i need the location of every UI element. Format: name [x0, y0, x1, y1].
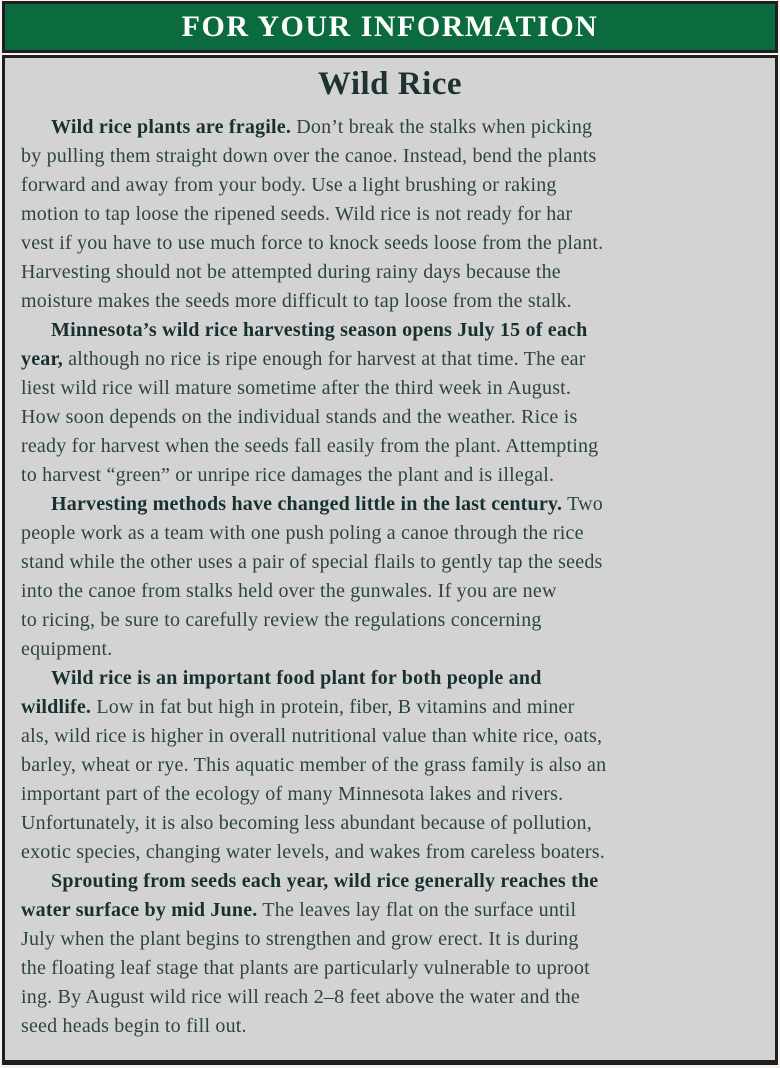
paragraph-lead: Wild rice plants are fragile. [51, 116, 292, 138]
text-line [21, 780, 759, 809]
paragraph-text: vest if you have to use much force to knock seeds loose from the plant. [21, 232, 604, 254]
panel-title: Wild Rice [317, 66, 463, 102]
text-line [21, 171, 759, 200]
wild-rice-panel [2, 55, 778, 1065]
text-line [21, 403, 759, 432]
paragraph-list [21, 113, 759, 1041]
paragraph-text: ready for harvest when the seeds fall easily from the plant. Attempting [21, 435, 599, 457]
paragraph-text: into the canoe from stalks held over the gunwales. If you are new [21, 580, 557, 602]
text-line [21, 461, 759, 490]
text-line [21, 432, 759, 461]
paragraph-text: Two [562, 493, 603, 515]
paragraph-lead: Sprouting from seeds each year, wild rice generally reaches the [51, 870, 599, 892]
paragraph-text: liest wild rice will mature sometime after the third week in August. [21, 377, 572, 399]
text-line [21, 809, 759, 838]
text-line [21, 867, 759, 896]
paragraph-text: July when the plant begins to strengthen and grow erect. It is during [21, 928, 579, 950]
text-line [21, 345, 759, 374]
text-line [21, 896, 759, 925]
text-line [21, 954, 759, 983]
text-line [21, 519, 759, 548]
info-banner [2, 1, 778, 53]
paragraph-text: als, wild rice is higher in overall nutritional value than white rice, oats, [21, 725, 603, 747]
text-line [21, 693, 759, 722]
paragraph-text: ing. By August wild rice will reach 2–8 feet above the water and the [21, 986, 580, 1008]
paragraph-text: barley, wheat or rye. This aquatic member of the grass family is also an [21, 754, 607, 776]
text-line [21, 925, 759, 954]
text-line [21, 722, 759, 751]
paragraph-text: seed heads begin to fill out. [21, 1015, 247, 1037]
text-line [21, 316, 759, 345]
paragraph-lead: Minnesota’s wild rice harvesting season opens July 15 of each [51, 319, 588, 341]
paragraph [21, 316, 759, 490]
paragraph-text: The leaves lay flat on the surface until [257, 899, 577, 921]
banner-title: FOR YOUR INFORMATION [181, 10, 599, 43]
paragraph-text: to harvest “green” or unripe rice damages the plant and is illegal. [21, 464, 555, 486]
paragraph-text: How soon depends on the individual stands and the weather. Rice is [21, 406, 578, 428]
paragraph-text: people work as a team with one push poling a canoe through the rice [21, 522, 584, 544]
paragraph-text: Unfortunately, it is also becoming less abundant because of pollution, [21, 812, 592, 834]
text-line [21, 983, 759, 1012]
paragraph-lead: year, [21, 348, 63, 370]
paragraph-text: by pulling them straight down over the canoe. Instead, bend the plants [21, 145, 597, 167]
paragraph-text: although no rice is ripe enough for harvest at that time. The ear [62, 348, 586, 370]
text-line [21, 287, 759, 316]
text-line [21, 229, 759, 258]
text-line [21, 200, 759, 229]
paragraph [21, 113, 759, 316]
text-line [21, 142, 759, 171]
paragraph-lead: Harvesting methods have changed little in the last century. [51, 493, 563, 515]
text-line [21, 838, 759, 867]
text-line [21, 606, 759, 635]
text-line [21, 258, 759, 287]
text-line [21, 374, 759, 403]
text-line [21, 577, 759, 606]
paragraph-lead: wildlife. [21, 696, 92, 718]
text-line [21, 1012, 759, 1041]
paragraph-lead: Wild rice is an important food plant for both people and [51, 667, 542, 689]
paragraph-lead: water surface by mid June. [21, 899, 258, 921]
text-line [21, 490, 759, 519]
text-line [21, 113, 759, 142]
paragraph-text: stand while the other uses a pair of special flails to gently tap the seeds [21, 551, 603, 573]
paragraph-text: Harvesting should not be attempted during rainy days because the [21, 261, 561, 283]
paragraph-text: forward and away from your body. Use a light brushing or raking [21, 174, 557, 196]
paragraph-text: moisture makes the seeds more difficult to tap loose from the stalk. [21, 290, 572, 312]
text-line [21, 548, 759, 577]
paragraph-text: important part of the ecology of many Minnesota lakes and rivers. [21, 783, 564, 805]
text-line [21, 664, 759, 693]
paragraph-text: equipment. [21, 638, 113, 660]
text-line [21, 635, 759, 664]
paragraph [21, 490, 759, 664]
paragraph [21, 664, 759, 867]
paragraph-text: to ricing, be sure to carefully review the regulations concerning [21, 609, 542, 631]
paragraph-text: Don’t break the stalks when picking [291, 116, 593, 138]
paragraph-text: the floating leaf stage that plants are particularly vulnerable to uproot [21, 957, 590, 979]
paragraph-text: exotic species, changing water levels, and wakes from careless boaters. [21, 841, 605, 863]
paragraph [21, 867, 759, 1041]
text-line [21, 751, 759, 780]
paragraph-text: Low in fat but high in protein, fiber, B vitamins and miner [91, 696, 575, 718]
paragraph-text: motion to tap loose the ripened seeds. Wild rice is not ready for har [21, 203, 573, 225]
